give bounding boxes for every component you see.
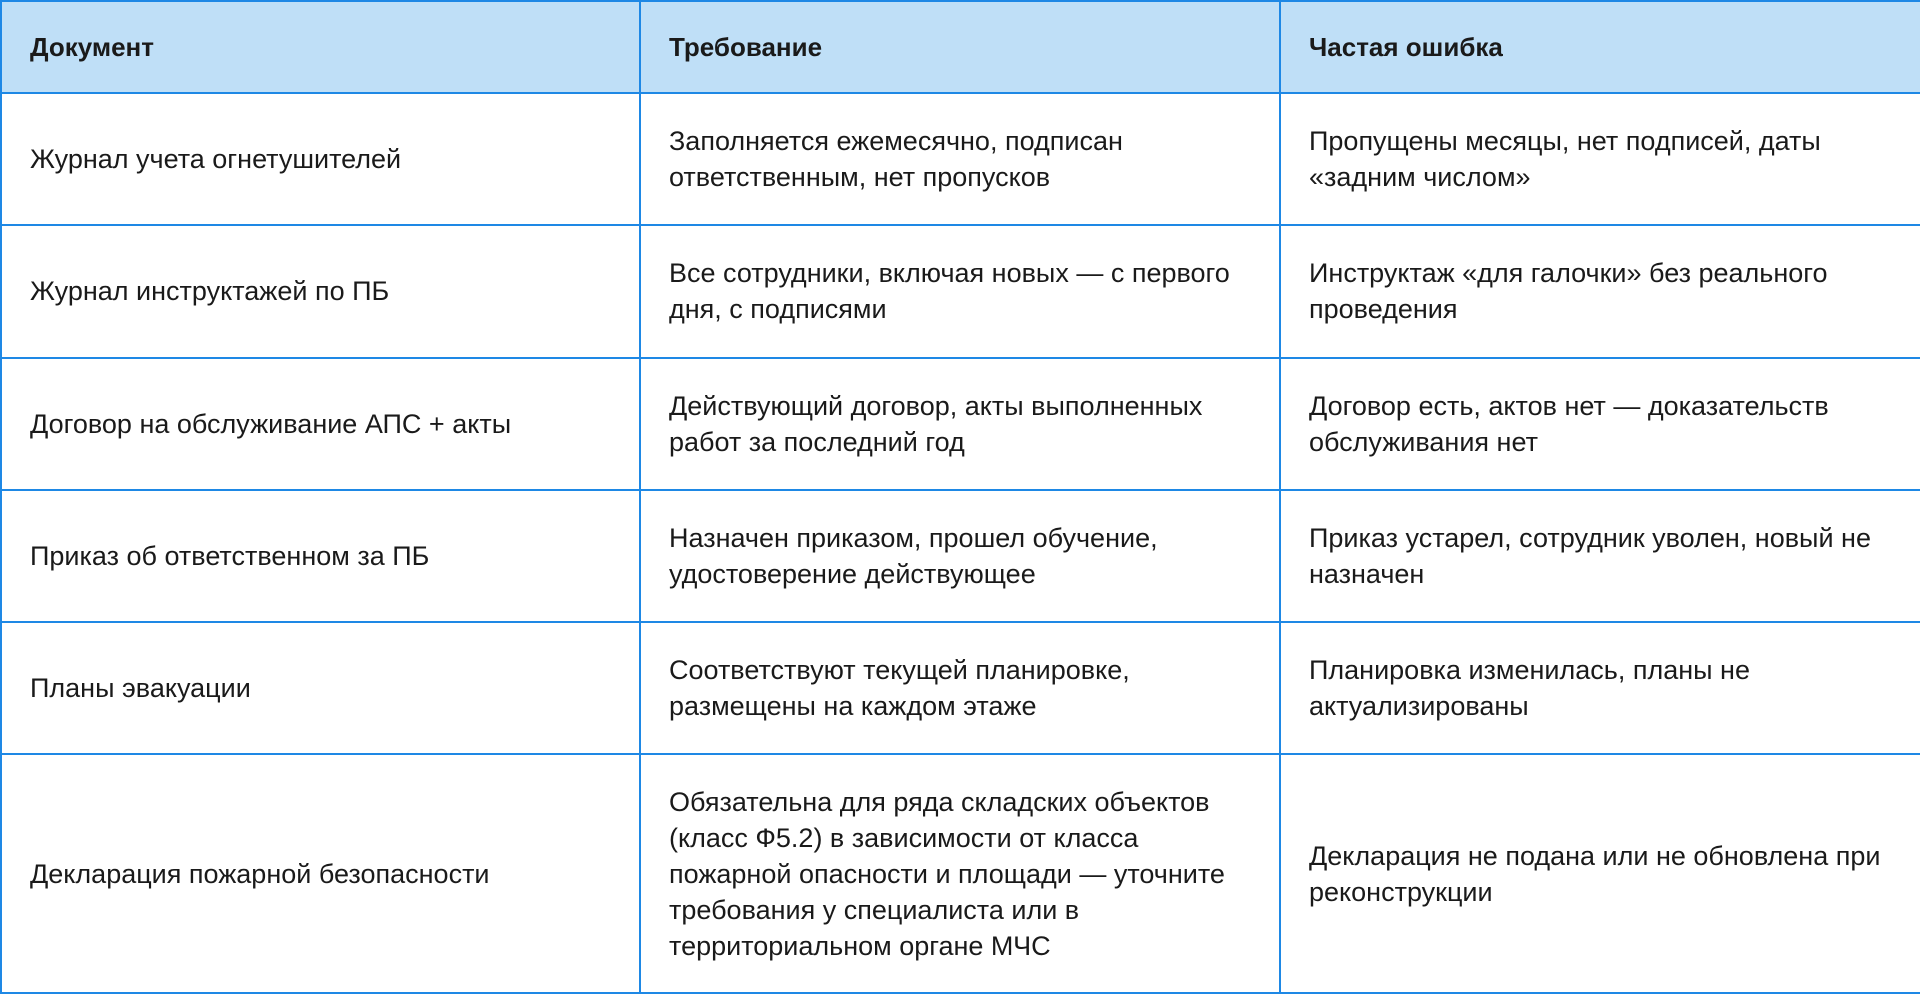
table-row — [1, 622, 1920, 754]
cell-document: Договор на обслуживание АПС + акты — [1, 358, 640, 490]
table-row — [1, 358, 1920, 490]
cell-common-error: Договор есть, актов нет — доказательств обслуживания нет — [1280, 358, 1920, 490]
table-row — [1, 490, 1920, 622]
header-requirement: Требование — [640, 1, 1280, 93]
cell-document: Планы эвакуации — [1, 622, 640, 754]
cell-common-error: Пропущены месяцы, нет подписей, даты «задним числом» — [1280, 93, 1920, 225]
table-row — [1, 754, 1920, 993]
cell-requirement: Соответствуют текущей планировке, размещены на каждом этаже — [640, 622, 1280, 754]
cell-requirement: Назначен приказом, прошел обучение, удостоверение действующее — [640, 490, 1280, 622]
cell-document: Журнал учета огнетушителей — [1, 93, 640, 225]
table-row — [1, 93, 1920, 225]
cell-common-error: Приказ устарел, сотрудник уволен, новый не назначен — [1280, 490, 1920, 622]
cell-common-error: Инструктаж «для галочки» без реального проведения — [1280, 225, 1920, 357]
cell-document: Приказ об ответственном за ПБ — [1, 490, 640, 622]
cell-requirement: Все сотрудники, включая новых — с первого дня, с подписями — [640, 225, 1280, 357]
cell-requirement: Заполняется ежемесячно, подписан ответственным, нет пропусков — [640, 93, 1280, 225]
table-header-row — [1, 1, 1920, 93]
cell-document: Журнал инструктажей по ПБ — [1, 225, 640, 357]
table-row — [1, 225, 1920, 357]
cell-document: Декларация пожарной безопасности — [1, 754, 640, 993]
header-common-error: Частая ошибка — [1280, 1, 1920, 93]
cell-common-error: Планировка изменилась, планы не актуализированы — [1280, 622, 1920, 754]
cell-common-error: Декларация не подана или не обновлена при реконструкции — [1280, 754, 1920, 993]
header-document: Документ — [1, 1, 640, 93]
cell-requirement: Обязательна для ряда складских объектов (класс Ф5.2) в зависимости от класса пожарной опасности и площади — уточните требования у специалиста или в территориальном органе МЧС — [640, 754, 1280, 993]
cell-requirement: Действующий договор, акты выполненных работ за последний год — [640, 358, 1280, 490]
